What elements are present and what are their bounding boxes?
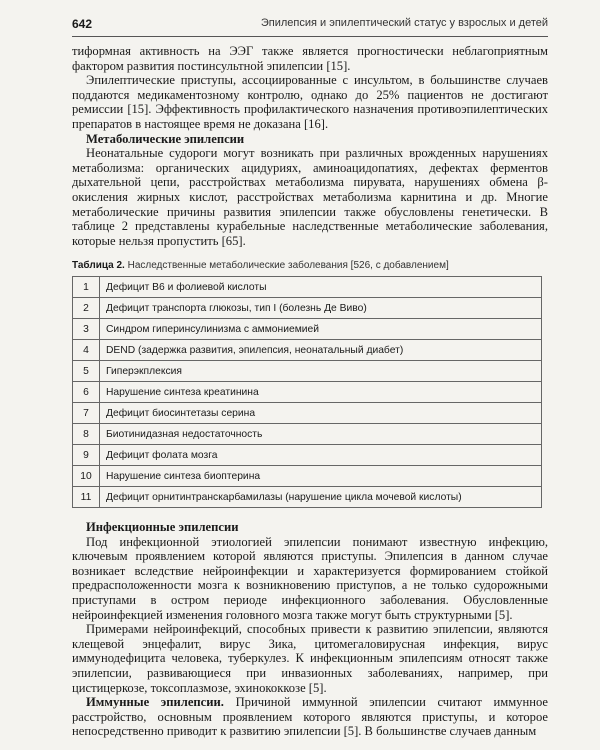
row-number: 1 (73, 277, 100, 298)
metabolic-diseases-table (72, 276, 542, 508)
table-row (73, 340, 542, 361)
table-row (73, 319, 542, 340)
row-number: 7 (73, 403, 100, 424)
row-text: Синдром гиперинсулинизма с аммониемией (100, 319, 542, 340)
table-row (73, 382, 542, 403)
running-title: Эпилепсия и эпилептический статус у взрослых и детей (260, 17, 548, 29)
row-number: 10 (73, 466, 100, 487)
row-number: 11 (73, 487, 100, 508)
table-caption-text: Наследственные метаболические заболевания [526, с добавлением] (127, 260, 449, 271)
row-text: Дефицит В6 и фолиевой кислоты (100, 277, 542, 298)
row-text: DEND (задержка развития, эпилепсия, неонатальный диабет) (100, 340, 542, 361)
table-row (73, 466, 542, 487)
row-text: Нарушение синтеза креатинина (100, 382, 542, 403)
row-number: 4 (73, 340, 100, 361)
paragraph: Под инфекционной этиологией эпилепсии понимают известную инфекцию, ключевым проявлением которой являются приступы. Эпилепсия в данном случае возникает вследствие нейроинфекции и характеризуется формированием стойкой предрасположенности мозга к возникновению приступов, а не только судорожными приступами в остром периоде инфекционного заболевания. Обусловленные нейроинфекцией изменения головного мозга также могут быть структурными [5]. (72, 534, 548, 622)
table-row (73, 298, 542, 319)
table-row (73, 361, 542, 382)
row-number: 3 (73, 319, 100, 340)
row-number: 5 (73, 361, 100, 382)
paragraph: Неонатальные судороги могут возникать при различных врожденных нарушениях метаболизма: органических ацидуриях, аминоацидопатиях, дефектах ферментов дыхательной цепи, расстройствах метаболизма пирувата, нарушениях обмена β-окисления жирных кислот, расстройствах метаболизма карнитина и др. Многие метаболические причины развития эпилепсии также обусловлены генетически. В таблице 2 представлены курабельные наследственные метаболические заболевания, которые нельзя пропустить [65]. (72, 146, 548, 248)
table-row (73, 277, 542, 298)
table-row (73, 487, 542, 508)
row-number: 6 (73, 382, 100, 403)
paragraph: тиформная активность на ЭЭГ также является прогностически неблагоприятным фактором развития постинсультной эпилепсии [15]. (72, 44, 548, 73)
bottom-text-block (72, 520, 548, 739)
immune-text: Причиной иммунной эпилепсии считают иммунное расстройство, основным проявлением которого являются приступы, и которое непосредственно приводит к развитию эпилепсии [5]. В большинстве случаев данным (72, 695, 548, 739)
row-text: Гиперэкплексия (100, 361, 542, 382)
row-text: Дефицит фолата мозга (100, 445, 542, 466)
section-heading-metabolic: Метаболические эпилепсии (86, 131, 245, 146)
table-caption (72, 260, 548, 271)
row-number: 9 (73, 445, 100, 466)
table-row (73, 445, 542, 466)
page-number: 642 (72, 17, 93, 31)
paragraph: Эпилептические приступы, ассоциированные с инсультом, в большинстве случаев поддаются медикаментозному контролю, однако до 25% пациентов не достигают ремиссии [15]. Эффективность профилактического назначения противоэпилептических препаратов в настоящее время не доказана [16]. (72, 73, 548, 131)
table-row (73, 424, 542, 445)
row-text: Дефицит биосинтетазы серина (100, 403, 542, 424)
row-number: 8 (73, 424, 100, 445)
top-text-block (72, 44, 548, 248)
section-heading-infectious: Инфекционные эпилепсии (86, 520, 239, 534)
page-header (72, 14, 548, 37)
section-heading-immune: Иммунные эпилепсии. (86, 695, 224, 710)
row-text: Дефицит транспорта глюкозы, тип I (болезнь Де Виво) (100, 298, 542, 319)
paragraph-immune (72, 695, 548, 739)
paragraph: Примерами нейроинфекций, способных привести к развитию эпилепсии, являются клещевой энцефалит, вирус Зика, цитомегаловирусная инфекция, вирус иммунодефицита человека, туберкулез. К инфекционным эпилепсиям относят также эпилепсии, развивающиеся при инвазионных заболеваниях, например, при цистицеркозе, токсоплазмозе, эхинококкозе [5]. (72, 622, 548, 695)
row-text: Биотинидазная недостаточность (100, 424, 542, 445)
row-text: Нарушение синтеза биоптерина (100, 466, 542, 487)
row-number: 2 (73, 298, 100, 319)
row-text: Дефицит орнитинтранскарбамилазы (нарушение цикла мочевой кислоты) (100, 487, 542, 508)
table-row (73, 403, 542, 424)
table-caption-label: Таблица 2. (72, 260, 125, 271)
